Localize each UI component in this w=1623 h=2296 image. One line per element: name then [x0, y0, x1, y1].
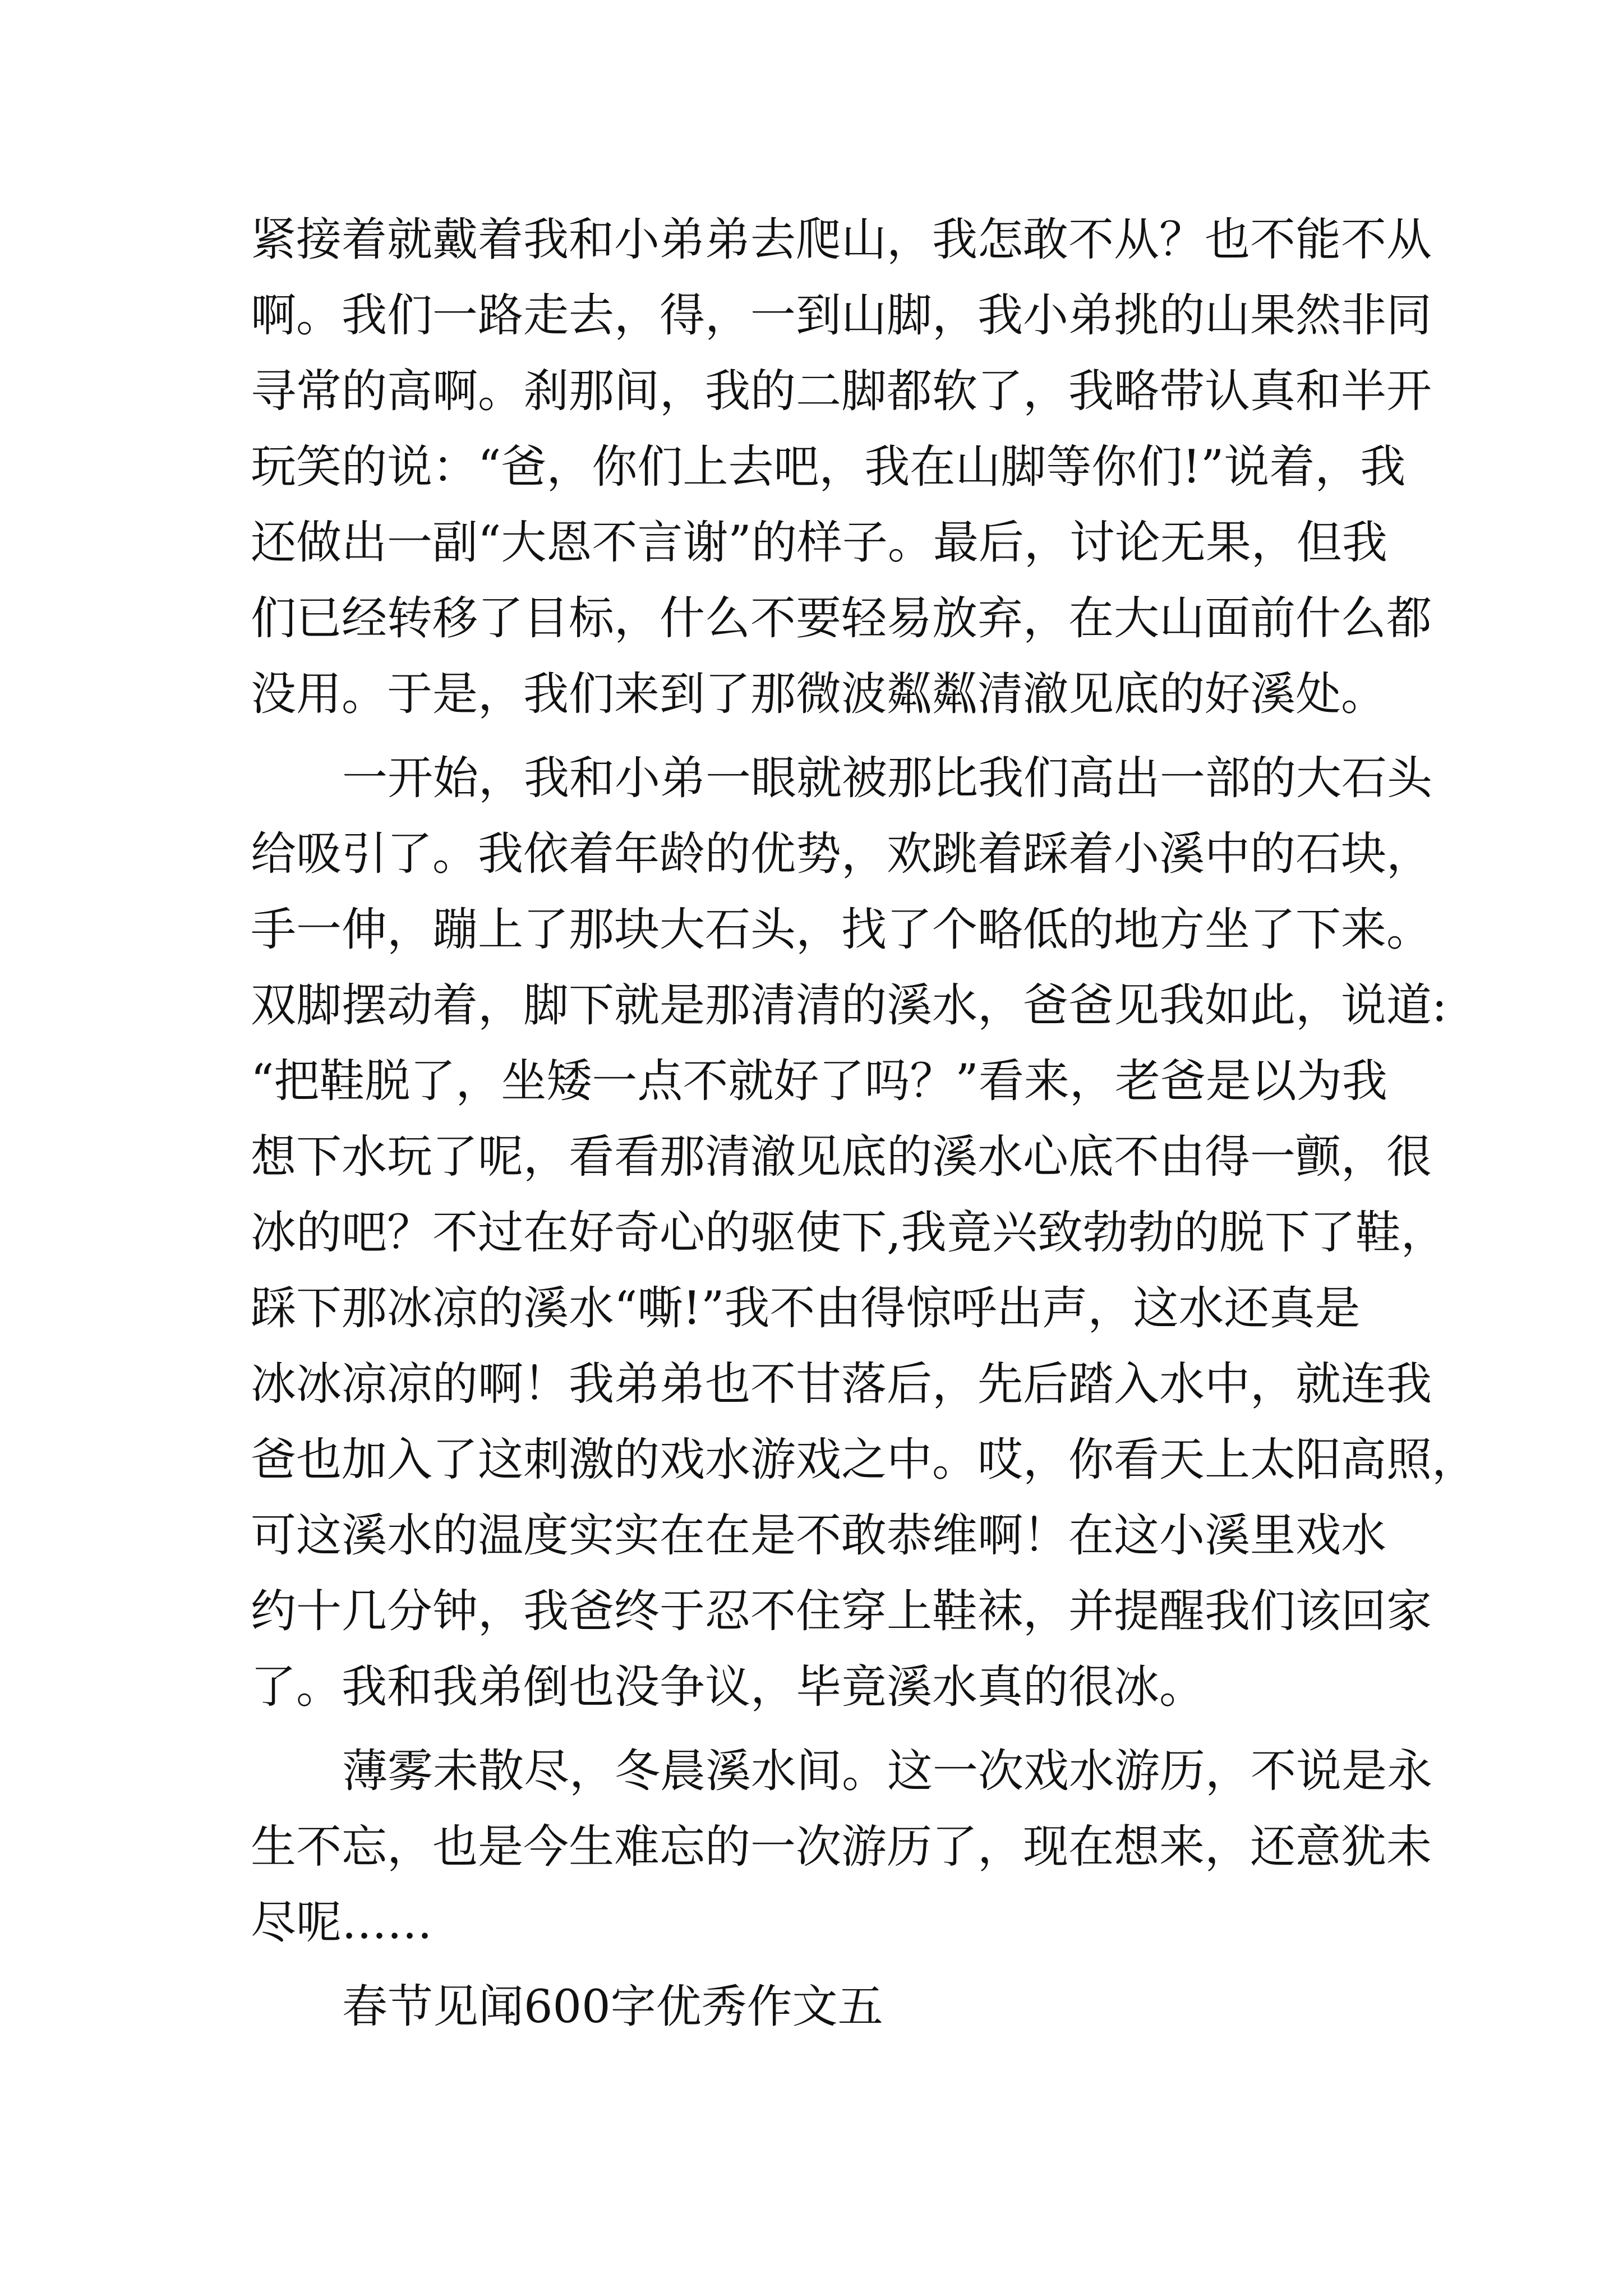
- text-line: 没用。于是，我们来到了那微波粼粼清澈见底的好溪处。: [251, 668, 1387, 721]
- text-line: 尽呢……: [251, 1897, 433, 1949]
- text-line: 啊。我们一路走去，得，一到山脚，我小弟挑的山果然非同: [251, 289, 1432, 342]
- paragraph-first-line: 一开始，我和小弟一眼就被那比我们高出一部的大石头: [342, 752, 1433, 805]
- text-line: 手一伸，蹦上了那块大石头，找了个略低的地方坐了下来。: [251, 904, 1432, 956]
- text-line: 紧接着就戴着我和小弟弟去爬山，我怎敢不从？也不能不从: [251, 214, 1432, 266]
- text-line: 约十几分钟，我爸终于忍不住穿上鞋袜，并提醒我们该回家: [251, 1585, 1432, 1638]
- text-line: 寻常的高啊。刹那间，我的二脚都软了，我略带认真和半开: [251, 365, 1432, 418]
- text-line: 玩笑的说：“爸，你们上去吧，我在山脚等你们!”说着，我: [251, 441, 1406, 494]
- text-line: 想下水玩了呢，看看那清澈见底的溪水心底不由得一颤，很: [251, 1131, 1432, 1184]
- text-line: 了。我和我弟倒也没争议，毕竟溪水真的很冰。: [251, 1661, 1205, 1714]
- paragraph-first-line: 薄雾未散尽，冬晨溪水间。这一次戏水游历，不说是永: [342, 1745, 1433, 1798]
- section-title: 春节见闻600字优秀作文五: [342, 1981, 883, 2033]
- text-line: 们已经转移了目标，什么不要轻易放弃，在大山面前什么都: [251, 592, 1432, 645]
- text-line: 冰的吧？不过在好奇心的驱使下,我竟兴致勃勃的脱下了鞋，: [251, 1207, 1446, 1259]
- text-line: 踩下那冰凉的溪水“嘶!”我不由得惊呼出声，这水还真是: [251, 1282, 1361, 1335]
- text-line: 可这溪水的温度实实在在是不敢恭维啊！在这小溪里戏水: [251, 1510, 1387, 1562]
- text-line: 生不忘，也是今生难忘的一次游历了，现在想来，还意犹未: [251, 1821, 1432, 1874]
- text-line: 双脚摆动着，脚下就是那清清的溪水，爸爸见我如此，说道:: [251, 979, 1447, 1032]
- text-line: 还做出一副“大恩不言谢”的样子。最后，讨论无果，但我: [251, 517, 1387, 569]
- text-line: 爸也加入了这刺激的戏水游戏之中。哎，你看天上太阳高照，: [251, 1434, 1478, 1487]
- text-line: 给吸引了。我依着年龄的优势，欢跳着踩着小溪中的石块，: [251, 828, 1432, 881]
- text-line: 冰冰凉凉的啊！我弟弟也不甘落后，先后踏入水中，就连我: [251, 1358, 1432, 1411]
- text-line: “把鞋脱了，坐矮一点不就好了吗？”看来，老爸是以为我: [251, 1055, 1387, 1108]
